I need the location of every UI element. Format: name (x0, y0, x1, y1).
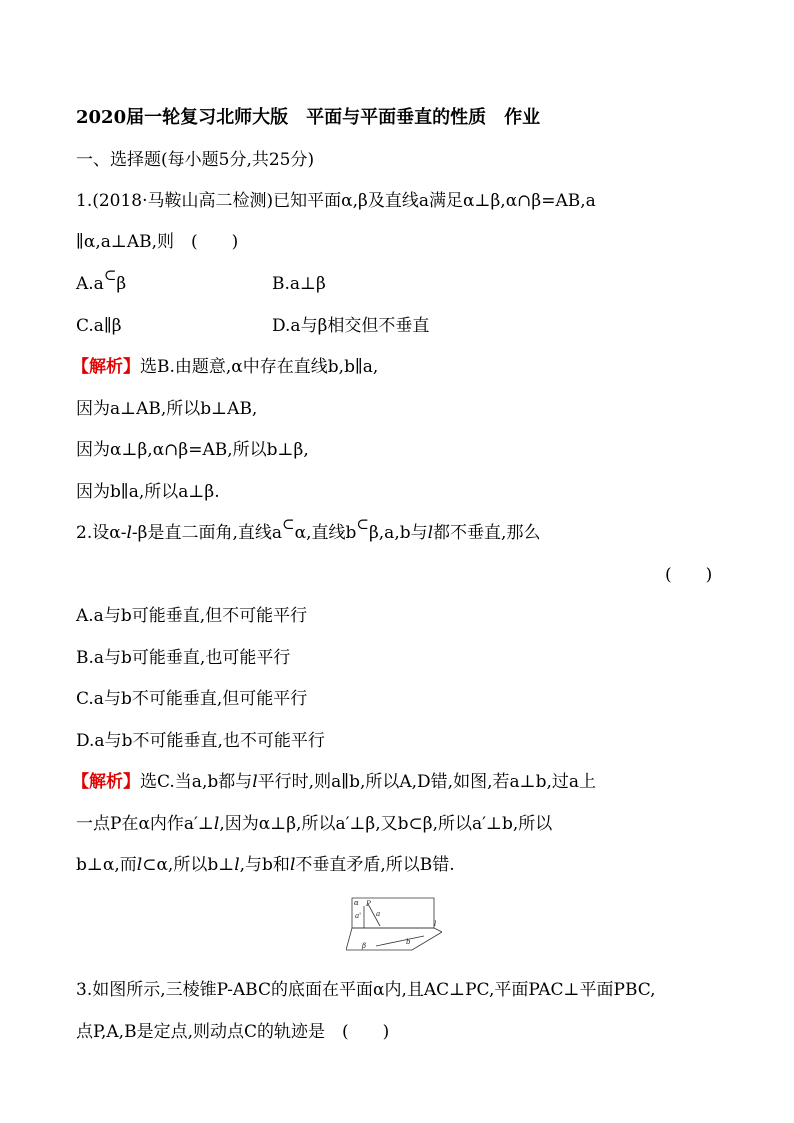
q2-solution-line3: b⊥α,而l⊂α,所以b⊥l,与b和l不垂直矛盾,所以B错. (76, 855, 455, 875)
label-b: b (406, 938, 411, 946)
q2-option-b: B.a与b可能垂直,也可能平行 (76, 648, 291, 668)
plane-beta-shape (346, 928, 442, 950)
analysis-tag: 【解析】 (72, 772, 140, 792)
analysis-tag: 【解析】 (72, 357, 140, 377)
q1-option-d: D.a与β相交但不垂直 (272, 316, 430, 336)
q2-option-d: D.a与b不可能垂直,也不可能平行 (76, 731, 325, 751)
line-b (376, 936, 424, 946)
q1-solution-line3: 因为α⊥β,α∩β=AB,所以b⊥β, (76, 440, 309, 460)
q1-option-b: B.a⊥β (272, 274, 326, 294)
q1-stem-line2: ∥α,a⊥AB,则 ( ) (76, 232, 239, 252)
q2-solution-line1: 【解析】选C.当a,b都与l平行时,则a∥b,所以A,D错,如图,若a⊥b,过a上 (72, 772, 597, 792)
q2-option-c: C.a与b不可能垂直,但可能平行 (76, 689, 308, 709)
section-heading: 一、选择题(每小题5分,共25分) (76, 150, 315, 170)
q1-option-c: C.a∥β (76, 316, 122, 336)
q3-stem-line2: 点P,A,B是定点,则动点C的轨迹是 ( ) (76, 1022, 390, 1042)
page-title: 2020届一轮复习北师大版 平面与平面垂直的性质 作业 (76, 107, 541, 128)
q1-solution-line4: 因为b∥a,所以a⊥β. (76, 482, 220, 502)
q3-stem-line1: 3.如图所示,三棱锥P-ABC的底面在平面α内,且AC⊥PC,平面PAC⊥平面PBC, (76, 980, 656, 1000)
q2-stem: 2.设α-l-β是直二面角,直线a⊂α,直线b⊂β,a,b与l都不垂直,那么 (76, 515, 541, 543)
q2-answer-paren: ( ) (665, 565, 713, 585)
q1-solution-line1: 【解析】选B.由题意,α中存在直线b,b∥a, (72, 357, 379, 377)
q1-stem-line1: 1.(2018·马鞍山高二检测)已知平面α,β及直线a满足α⊥β,α∩β=AB,a (76, 191, 596, 211)
label-beta: β (362, 942, 367, 950)
label-p: P (366, 900, 371, 908)
label-alpha: α (354, 899, 359, 907)
label-a: a (376, 910, 381, 918)
q1-options-row1 (76, 266, 326, 295)
q2-option-a: A.a与b可能垂直,但不可能平行 (76, 606, 308, 626)
q1-solution-line2: 因为a⊥AB,所以b⊥AB, (76, 399, 258, 419)
q2-solution-line2: 一点P在α内作a′⊥l,因为α⊥β,所以a′⊥β,又b⊂β,所以a′⊥b,所以 (76, 814, 553, 834)
dihedral-angle-figure (346, 896, 442, 954)
label-l: l (434, 920, 437, 928)
q1-option-a: A.a⊂β (76, 266, 127, 294)
q1-options-row2 (76, 315, 430, 337)
label-a-prime: a' (355, 912, 362, 920)
